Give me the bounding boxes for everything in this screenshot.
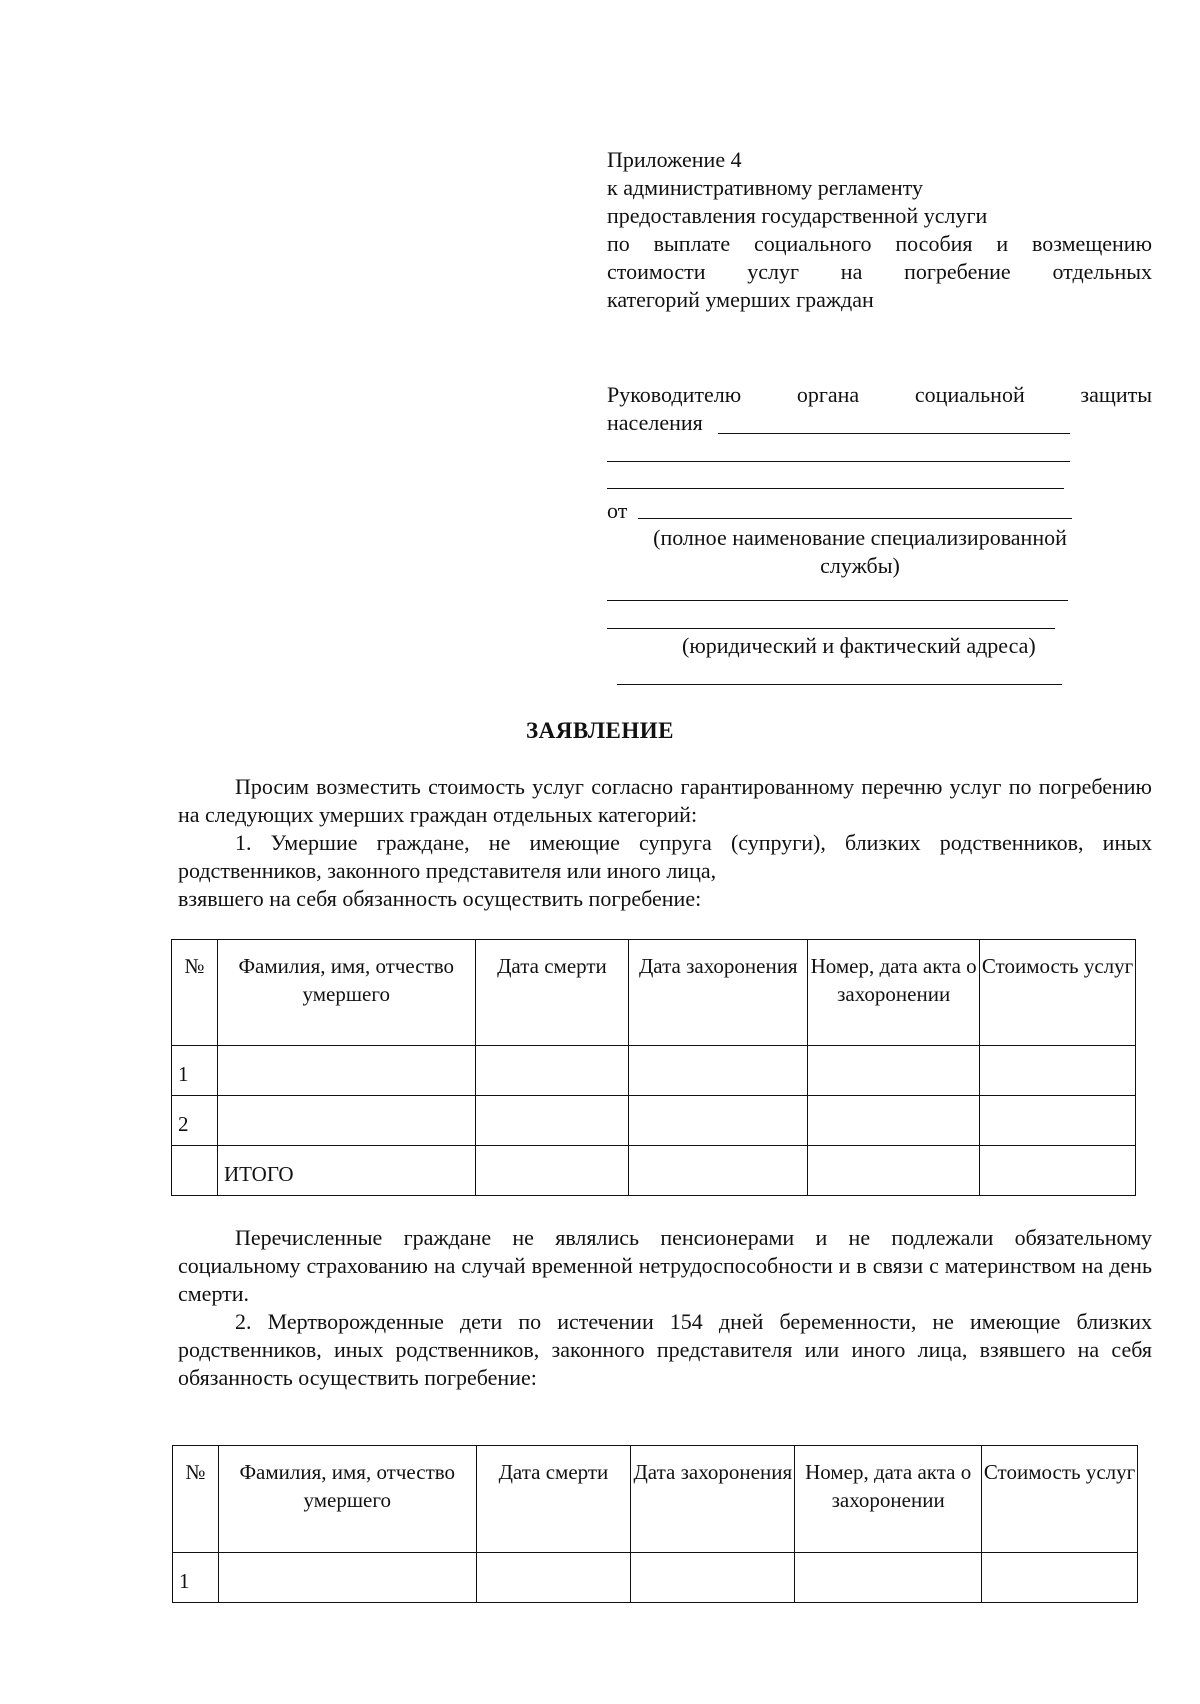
table-total-row xyxy=(172,1146,1136,1196)
table-row xyxy=(172,1046,1136,1096)
blank-line xyxy=(607,600,1068,601)
row-num: 2 xyxy=(172,1096,218,1146)
col-num: № xyxy=(172,940,218,1046)
service-hint: (полное наименование специализированной службы) xyxy=(653,525,1067,578)
cell-act[interactable] xyxy=(795,1553,982,1603)
address-hint: (юридический и фактический адреса) xyxy=(682,633,1036,658)
appendix-line: категорий умерших граждан xyxy=(607,287,874,312)
table-row xyxy=(173,1553,1138,1603)
cell-death-date[interactable] xyxy=(475,1096,629,1146)
col-cost: Стоимость услуг xyxy=(980,940,1136,1046)
deceased-table-2 xyxy=(172,1445,1138,1603)
cell-death-date[interactable] xyxy=(476,1553,631,1603)
cell-name[interactable] xyxy=(218,1553,476,1603)
cell-act xyxy=(808,1146,980,1196)
total-label: ИТОГО xyxy=(217,1146,475,1196)
cell-burial-date[interactable] xyxy=(631,1553,795,1603)
addressee-line: Руководителю органа социальной защиты xyxy=(607,382,1152,407)
intro-paragraph: Просим возместить стоимость услуг согласно гарантированному перечню услуг по погребению на следующих умерших граждан отдельных категорий: xyxy=(178,774,1152,827)
col-death-date: Дата смерти xyxy=(476,1446,631,1553)
col-act: Номер, дата акта о захоронении xyxy=(795,1446,982,1553)
col-cost: Стоимость услуг xyxy=(982,1446,1138,1553)
col-burial-date: Дата захоронения xyxy=(631,1446,795,1553)
deceased-table-1 xyxy=(171,939,1136,1196)
cell-burial-date xyxy=(629,1146,808,1196)
document-title: ЗАЯВЛЕНИЕ xyxy=(526,718,674,743)
item-1-text: 1. Умершие граждане, не имеющие супруга (супруги), близких родственников, иных родственников, законного представителя или иного лица, xyxy=(178,830,1152,883)
blank-line xyxy=(607,461,1070,462)
row-num xyxy=(172,1146,218,1196)
cell-cost[interactable] xyxy=(980,1046,1136,1096)
col-num: № xyxy=(173,1446,219,1553)
cell-total-cost[interactable] xyxy=(980,1146,1136,1196)
blank-line xyxy=(617,684,1062,685)
appendix-line: по выплате социального пособия и возмещению xyxy=(607,231,1152,256)
table-header-row xyxy=(173,1446,1138,1553)
col-burial-date: Дата захоронения xyxy=(629,940,808,1046)
blank-line xyxy=(607,628,1055,629)
blank-line xyxy=(718,433,1070,434)
table-header-row xyxy=(172,940,1136,1046)
appendix-line: к административному регламенту xyxy=(607,175,923,200)
cell-death-date xyxy=(475,1146,629,1196)
cell-cost[interactable] xyxy=(982,1553,1138,1603)
row-num: 1 xyxy=(172,1046,218,1096)
col-name: Фамилия, имя, отчество умершего xyxy=(218,1446,476,1553)
appendix-line: предоставления государственной услуги xyxy=(607,203,988,228)
blank-line xyxy=(607,488,1064,489)
appendix-line: Приложение 4 xyxy=(607,147,742,172)
addressee-line: населения xyxy=(607,410,703,435)
item-2-text: 2. Мертворожденные дети по истечении 154 дней беременности, не имеющие близких родственников, иных родственников, законного представителя или иного лица, взявшего на себя обязанность осуществить погребение: xyxy=(178,1309,1152,1390)
cell-act[interactable] xyxy=(808,1046,980,1096)
item-1-text-cont: взявшего на себя обязанность осуществить погребение: xyxy=(178,886,702,911)
cell-act[interactable] xyxy=(808,1096,980,1146)
row-num: 1 xyxy=(173,1553,219,1603)
table-row xyxy=(172,1096,1136,1146)
cell-name[interactable] xyxy=(217,1096,475,1146)
appendix-line: стоимости услуг на погребение отдельных xyxy=(607,259,1152,284)
note-paragraph: Перечисленные граждане не являлись пенсионерами и не подлежали обязательному социальному страхованию на случай временной нетрудоспособности и в связи с материнством на день смерти. xyxy=(178,1225,1152,1306)
cell-burial-date[interactable] xyxy=(629,1096,808,1146)
from-label: от xyxy=(607,498,628,523)
addressee-block xyxy=(607,381,1152,437)
cell-name[interactable] xyxy=(217,1046,475,1096)
appendix-header xyxy=(607,146,1152,314)
cell-cost[interactable] xyxy=(980,1096,1136,1146)
cell-burial-date[interactable] xyxy=(629,1046,808,1096)
col-death-date: Дата смерти xyxy=(475,940,629,1046)
col-name: Фамилия, имя, отчество умершего xyxy=(217,940,475,1046)
cell-death-date[interactable] xyxy=(475,1046,629,1096)
col-act: Номер, дата акта о захоронении xyxy=(808,940,980,1046)
blank-line xyxy=(638,518,1072,519)
